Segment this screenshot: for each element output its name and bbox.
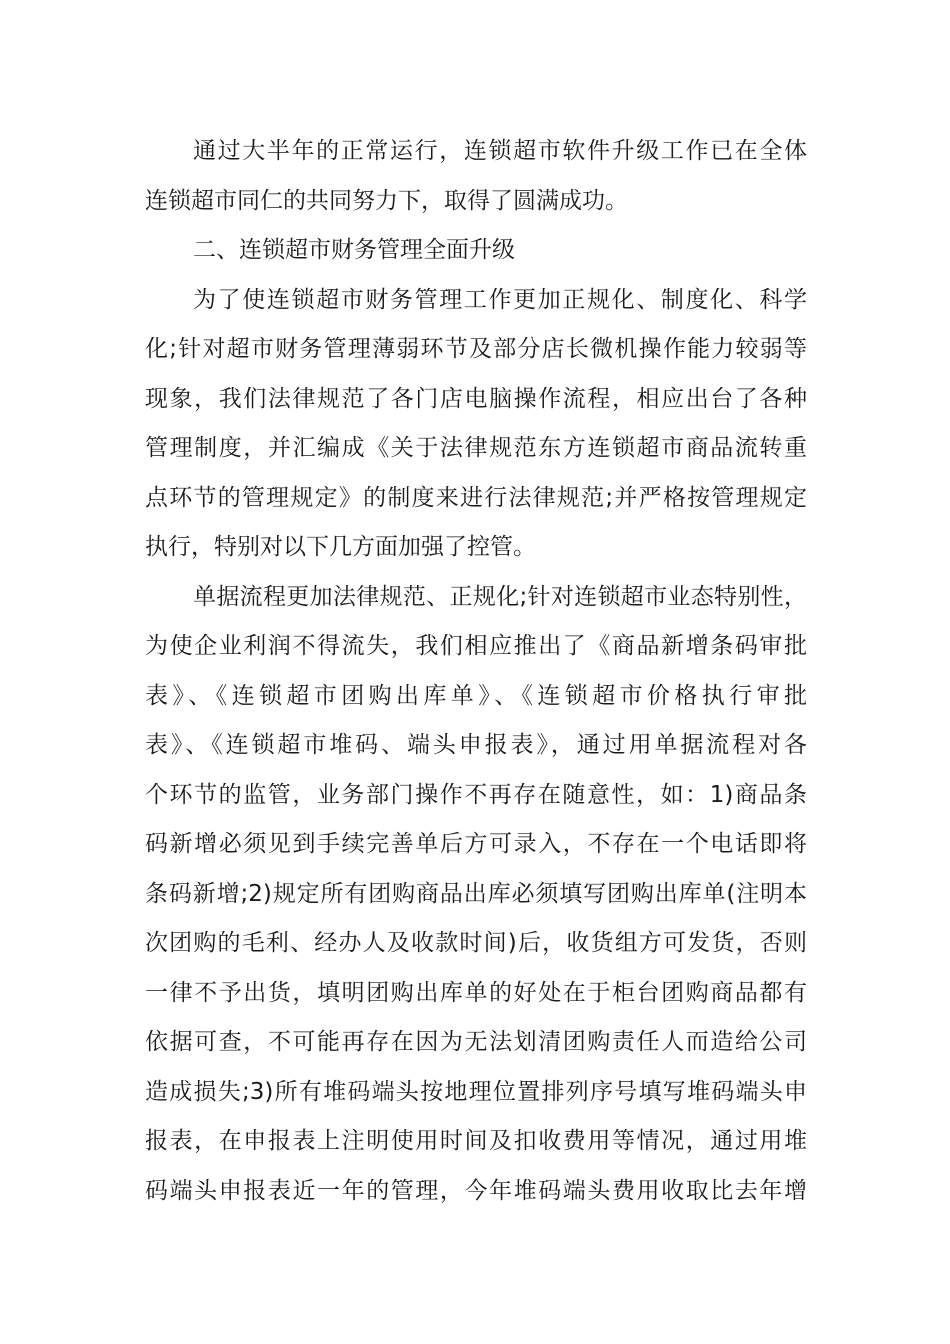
paragraph-line: 造成损失;3)所有堆码端头按地理位置排列序号填写堆码端头申 — [145, 1078, 807, 1105]
paragraph-line: 现象，我们法律规范了各门店电脑操作流程，相应出台了各种 — [145, 385, 807, 412]
paragraph-line: 管理制度，并汇编成《关于法律规范东方连锁超市商品流转重 — [145, 435, 807, 461]
paragraph-line: 码端头申报表近一年的管理，今年堆码端头费用收取比去年增 — [145, 1177, 807, 1204]
paragraph-line: 通过大半年的正常运行，连锁超市软件升级工作已在全体 — [193, 138, 807, 164]
paragraph-line: 表》、《连锁超市团购出库单》、《连锁超市价格执行审批 — [145, 682, 807, 709]
paragraph-line: 为使企业利润不得流失，我们相应推出了《商品新增条码审批 — [145, 633, 807, 659]
paragraph-line: 码新增必须见到手续完善单后方可录入，不存在一个电话即将 — [145, 831, 807, 857]
paragraph-line: 执行，特别对以下几方面加强了控管。 — [145, 534, 536, 560]
paragraph-line: 依据可查，不可能再存在因为无法划清团购责任人而造给公司 — [145, 1029, 807, 1055]
paragraph-line: 报表，在申报表上注明使用时间及扣收费用等情况，通过用堆 — [145, 1128, 807, 1154]
document-body — [145, 127, 807, 1216]
paragraph-line: 条码新增;2)规定所有团购商品出库必须填写团购出库单(注明本 — [145, 880, 807, 907]
paragraph-line: 一律不予出货，填明团购出库单的好处在于柜台团购商品都有 — [145, 979, 807, 1006]
paragraph-line: 单据流程更加法律规范、正规化;针对连锁超市业态特别性， — [193, 583, 807, 610]
paragraph-line: 化;针对超市财务管理薄弱环节及部分店长微机操作能力较弱等 — [145, 336, 807, 362]
section-heading: 二、连锁超市财务管理全面升级 — [193, 237, 515, 263]
paragraph-line: 为了使连锁超市财务管理工作更加正规化、制度化、科学 — [193, 286, 807, 313]
paragraph-line: 点环节的管理规定》的制度来进行法律规范;并严格按管理规定 — [145, 484, 807, 511]
paragraph-line: 次团购的毛利、经办人及收款时间)后，收货组方可发货，否则 — [145, 930, 807, 956]
paragraph-line: 连锁超市同仁的共同努力下，取得了圆满成功。 — [145, 187, 628, 214]
paragraph-line: 表》、《连锁超市堆码、端头申报表》，通过用单据流程对各 — [145, 732, 807, 758]
paragraph-line: 个环节的监管，业务部门操作不再存在随意性，如：1)商品条 — [145, 781, 807, 808]
